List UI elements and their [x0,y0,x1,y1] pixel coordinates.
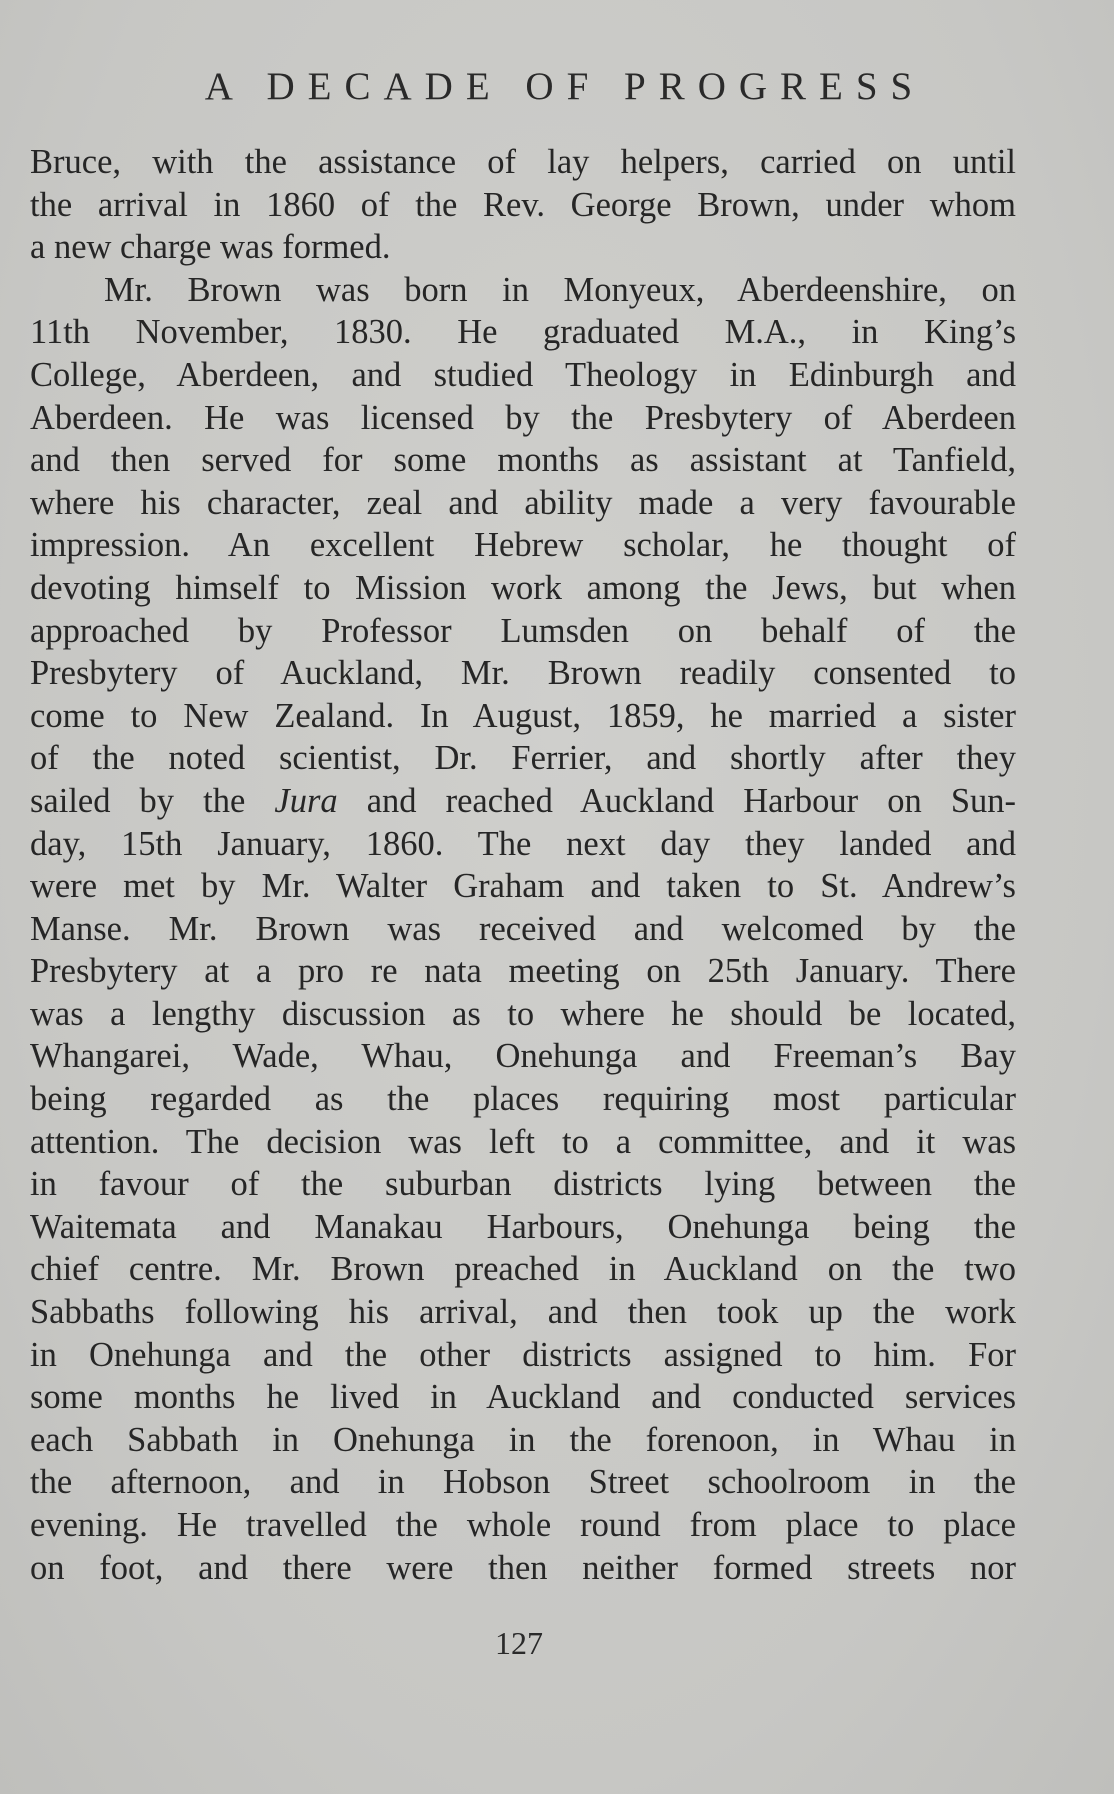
text-line: approached by Professor Lumsden on behalf of the [30,611,1016,650]
text-line: the arrival in 1860 of the Rev. George Brown, under whom [30,185,1016,224]
text-line: being regarded as the places requiring most particular [30,1080,1016,1119]
ship-name-italic: Jura [274,781,338,820]
text-line: 11th November, 1830. He graduated M.A., in King’s [30,313,1016,352]
text-run: sailed by the [30,781,275,820]
text-line: some months he lived in Auckland and conducted services [30,1378,1016,1417]
text-line: Aberdeen. He was licensed by the Presbytery of Aberdeen [30,398,1016,437]
text-line: Manse. Mr. Brown was received and welcomed by the [30,909,1016,948]
text-line: come to New Zealand. In August, 1859, he married a sister [30,696,1016,735]
text-line: impression. An excellent Hebrew scholar, he thought of [30,526,1016,565]
text-line: a new charge was formed. [30,228,391,267]
text-line: Presbytery at a pro re nata meeting on 25th January. There [30,952,1016,991]
text-line: Sabbaths following his arrival, and then took up the work [30,1293,1016,1332]
text-line: in Onehunga and the other districts assigned to him. For [30,1335,1016,1374]
text-line: was a lengthy discussion as to where he should be located, [30,994,1016,1033]
text-line: Bruce, with the assistance of lay helpers, carried on until [30,143,1016,181]
text-line: each Sabbath in Onehunga in the forenoon, in Whau in [30,1420,1016,1459]
text-line: and then served for some months as assistant at Tanfield, [30,441,1016,480]
text-line: of the noted scientist, Dr. Ferrier, and shortly after they [30,739,1016,778]
text-line: chief centre. Mr. Brown preached in Auckland on the two [30,1250,1016,1289]
text-line: day, 15th January, 1860. The next day they landed and [30,824,1016,863]
text-run: and reached Auckland Harbour on Sun- [337,781,1017,820]
text-line: evening. He travelled the whole round from place to place [30,1506,1016,1544]
body-text [30,141,1016,1589]
text-line: the afternoon, and in Hobson Street schoolroom in the [30,1463,1016,1502]
text-line: attention. The decision was left to a committee, and it was [30,1122,1016,1161]
text-line: Whangarei, Wade, Whau, Onehunga and Freeman’s Bay [30,1037,1016,1076]
text-line: College, Aberdeen, and studied Theology in Edinburgh and [30,355,1016,394]
text-line: where his character, zeal and ability made a very favourable [30,483,1016,522]
text-line: on foot, and there were then neither formed streets nor [30,1548,1016,1587]
text-line: in favour of the suburban districts lying between the [30,1165,1016,1204]
text-line: devoting himself to Mission work among the Jews, but when [30,568,1016,607]
text-line: Waitemata and Manakau Harbours, Onehunga being the [30,1207,1016,1246]
text-line: Presbytery of Auckland, Mr. Brown readily consented to [30,654,1016,693]
running-title: A DECADE OF PROGRESS [204,65,926,108]
text-line: were met by Mr. Walter Graham and taken to St. Andrew’s [30,867,1016,906]
text-line: Mr. Brown was born in Monyeux, Aberdeenshire, on [104,270,1016,309]
page-number: 127 [495,1625,543,1661]
text-line-with-italic [30,780,1016,823]
